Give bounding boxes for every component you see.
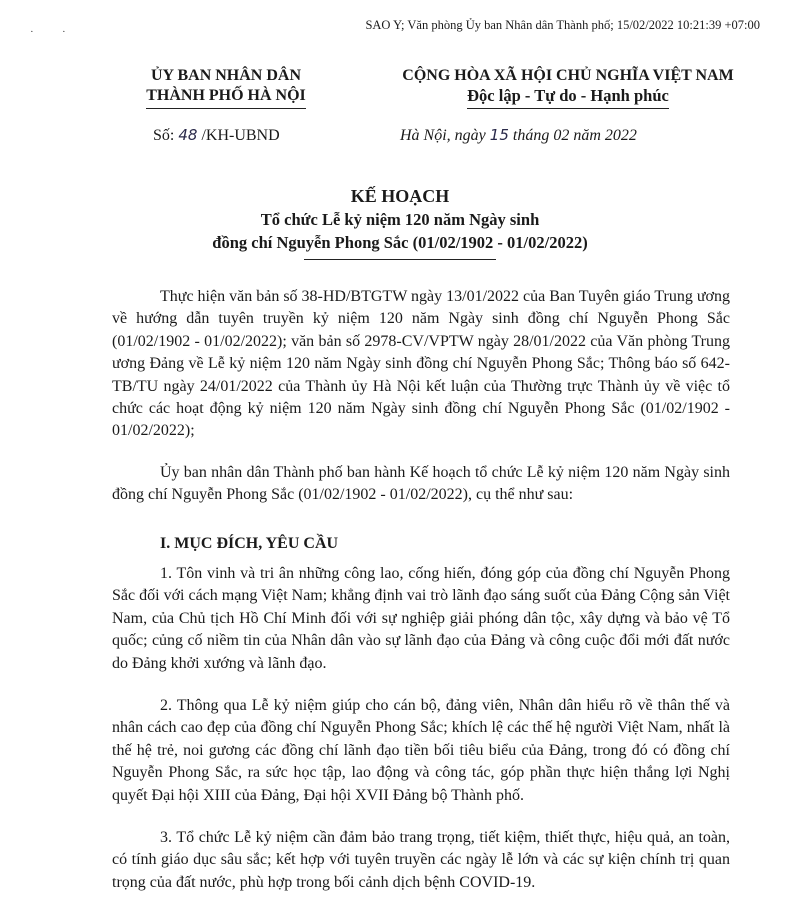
document-number [153,126,280,145]
document-type: KẾ HOẠCH [350,186,450,206]
scan-mark: · [62,26,66,38]
date-suffix: tháng 02 năm 2022 [512,127,637,144]
agency-line1: ỦY BAN NHÂN DÂN [150,67,302,84]
issuing-agency [128,66,324,109]
national-header [348,66,788,109]
doc-no-suffix: /KH-UBND [201,127,280,144]
intro-paragraph: Thực hiện văn bản số 38-HD/BTGTW ngày 13/01/2022 của Ban Tuyên giáo Trung ương về hướng dẫn tuyên truyền kỷ niệm 120 năm Ngày sinh đồng chí Nguyễn Phong Sắc (01/02/1902 - 01/02/2022); văn bản số 2978-CV/VPTW ngày 28/01/2022 của Văn phòng Trung ương Đảng về Lễ kỷ niệm 120 năm Ngày sinh đồng chí Nguyễn Phong Sắc; Thông báo số 642-TB/TU ngày 24/01/2022 của Thành ủy Hà Nội kết luận của Thường trực Thành ủy về việc tổ chức các hoạt động kỷ niệm 120 năm Ngày sinh đồng chí Nguyễn Phong Sắc (01/02/1902 - 01/02/2022); [112,288,730,440]
doc-no-prefix: Số: [153,127,175,144]
document-title-block [100,184,700,260]
scan-mark: · [30,26,34,38]
doc-no-handwritten: 48 [178,126,198,144]
purpose-item-3: 3. Tổ chức Lễ kỷ niệm cần đảm bảo trang trọng, tiết kiệm, thiết thực, hiệu quả, an toàn, có tính giáo dục sâu sắc; kết hợp với tuyên truyền các ngày lễ lớn và các sự kiện chính trị quan trọng của đất nước, phù hợp trong bối cảnh dịch bệnh COVID-19. [112,829,730,891]
purpose-item-2: 2. Thông qua Lễ kỷ niệm giúp cho cán bộ, đảng viên, Nhân dân hiểu rõ về thân thế và nhân cách cao đẹp của đồng chí Nguyễn Phong Sắc; khích lệ các thế hệ người Việt Nam, nhất là thế hệ trẻ, noi gương các đồng chí lãnh đạo tiền bối tiêu biểu của Đảng, trong đó có đồng chí Nguyễn Phong Sắc, ra sức học tập, lao động và công tác, góp phần thực hiện thắng lợi Nghị quyết Đại hội XIII của Đảng, Đại hội XVII Đảng bộ Thành phố. [112,697,730,804]
title-line2: đồng chí Nguyễn Phong Sắc (01/02/1902 - 01/02/2022) [212,233,588,252]
agency-line2: THÀNH PHỐ HÀ NỘI [146,86,306,109]
title-line1: Tổ chức Lễ kỷ niệm 120 năm Ngày sinh [260,210,540,229]
republic-name: CỘNG HÒA XÃ HỘI CHỦ NGHĨA VIỆT NAM [402,67,734,84]
copy-stamp: SAO Y; Văn phòng Ủy ban Nhân dân Thành phố; 15/02/2022 10:21:39 +07:00 [365,18,760,32]
date-day-handwritten: 15 [489,126,509,144]
section-heading: I. MỤC ĐÍCH, YÊU CẦU [160,535,339,552]
title-underline [304,259,496,260]
issuance-paragraph: Ủy ban nhân dân Thành phố ban hành Kế hoạch tổ chức Lễ kỷ niệm 120 năm Ngày sinh đồng chí Nguyễn Phong Sắc (01/02/1902 - 01/02/2022), cụ thể như sau: [112,464,730,504]
date-prefix: Hà Nội, ngày [400,127,486,144]
national-motto: Độc lập - Tự do - Hạnh phúc [467,86,669,109]
place-and-date [400,126,637,145]
purpose-item-1: 1. Tôn vinh và tri ân những công lao, cống hiến, đóng góp của đồng chí Nguyễn Phong Sắc đối với cách mạng Việt Nam; khẳng định vai trò lãnh đạo sáng suốt của Đảng Cộng sản Việt Nam, của Chủ tịch Hồ Chí Minh đối với sự nghiệp giải phóng dân tộc, xây dựng và bảo vệ Tổ quốc; củng cố niềm tin của Nhân dân vào sự lãnh đạo của Đảng và công cuộc đổi mới đất nước do Đảng khởi xướng và lãnh đạo. [112,565,730,672]
